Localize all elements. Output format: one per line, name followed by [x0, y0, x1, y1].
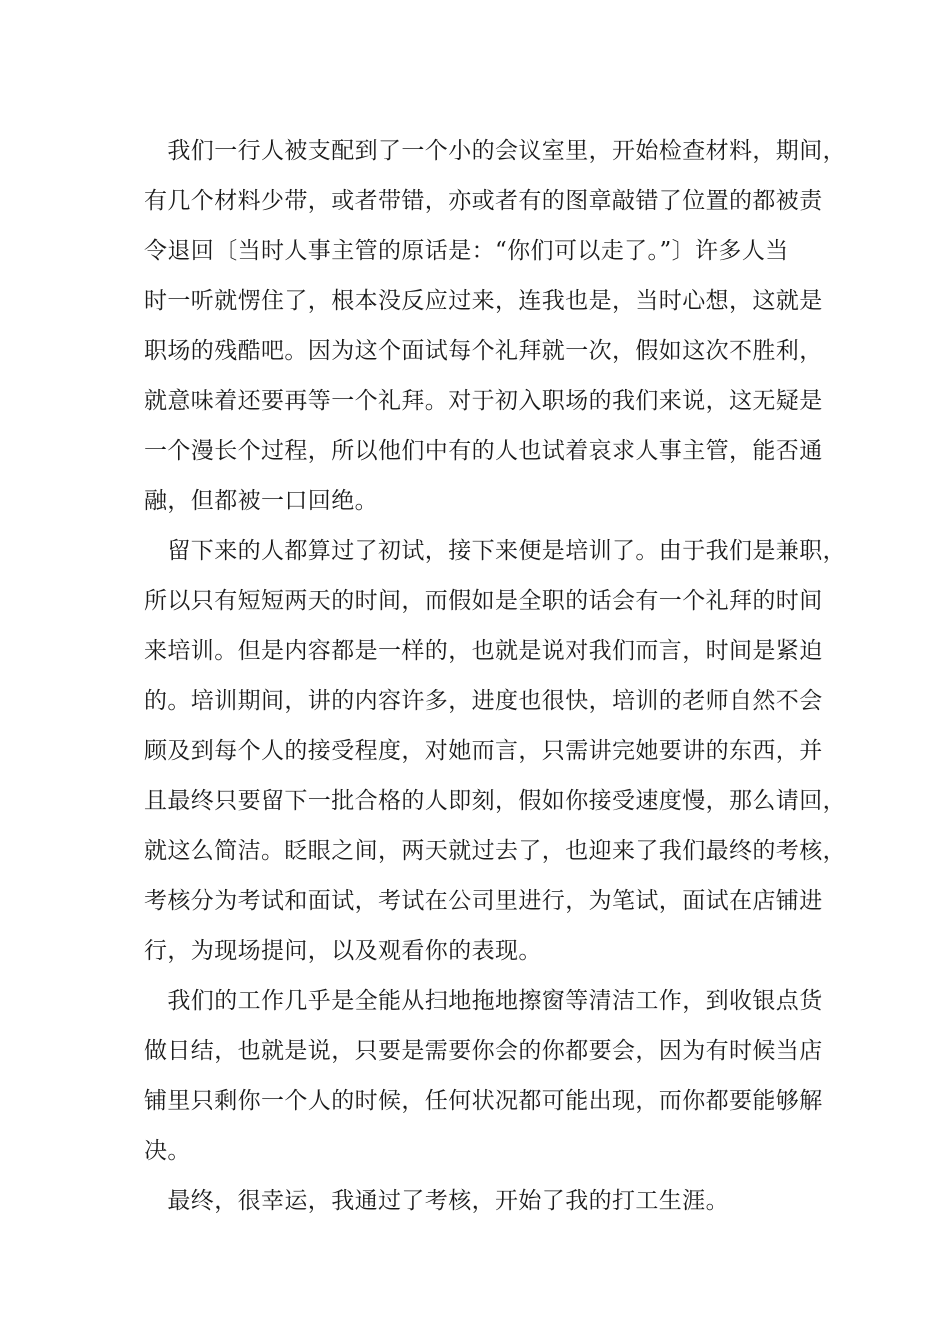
- text-line: 来培训。但是内容都是一样的，也就是说对我们而言，时间是紧迫: [144, 638, 823, 664]
- text-line: 有几个材料少带，或者带错，亦或者有的图章敲错了位置的都被责: [144, 188, 823, 214]
- text-line: 考核分为考试和面试，考试在公司里进行，为笔试，面试在店铺进: [144, 888, 823, 914]
- paragraph-3: [144, 976, 844, 1176]
- text-line: 我们一行人被支配到了一个小的会议室里，开始检查材料，期间，: [144, 138, 846, 164]
- text-line: 职场的残酷吧。因为这个面试每个礼拜就一次，假如这次不胜利，: [144, 338, 823, 364]
- text-line: 所以只有短短两天的时间，而假如是全职的话会有一个礼拜的时间: [144, 588, 823, 614]
- text-line: 顾及到每个人的接受程度，对她而言，只需讲完她要讲的东西，并: [144, 738, 823, 764]
- text-line: 一个漫长个过程，所以他们中有的人也试着哀求人事主管，能否通: [144, 438, 823, 464]
- text-line: 融，但都被一口回绝。: [144, 488, 378, 514]
- text-line: 做日结，也就是说，只要是需要你会的你都要会，因为有时候当店: [144, 1038, 823, 1064]
- text-line: 令退回〔当时人事主管的原话是：“你们可以走了。”〕许多人当: [144, 238, 789, 264]
- text-line: 铺里只剩你一个人的时候，任何状况都可能出现，而你都要能够解: [144, 1088, 823, 1114]
- text-line: 时一听就愣住了，根本没反应过来，连我也是，当时心想，这就是: [144, 288, 823, 314]
- text-line: 行，为现场提问，以及观看你的表现。: [144, 938, 542, 964]
- text-line: 且最终只要留下一批合格的人即刻，假如你接受速度慢，那么请回，: [144, 788, 846, 814]
- paragraph-1: [144, 126, 844, 526]
- text-line: 就这么简洁。眨眼之间，两天就过去了，也迎来了我们最终的考核，: [144, 838, 846, 864]
- text-line: 我们的工作几乎是全能从扫地拖地擦窗等清洁工作，到收银点货: [144, 988, 823, 1014]
- paragraph-4: [144, 1176, 844, 1226]
- paragraph-2: [144, 526, 844, 976]
- text-line: 的。培训期间，讲的内容许多，进度也很快，培训的老师自然不会: [144, 688, 823, 714]
- text-line: 就意味着还要再等一个礼拜。对于初入职场的我们来说，这无疑是: [144, 388, 823, 414]
- text-line: 决。: [144, 1138, 191, 1164]
- text-line: 最终，很幸运，我通过了考核，开始了我的打工生涯。: [144, 1188, 729, 1214]
- body-text: [144, 126, 844, 1226]
- text-line: 留下来的人都算过了初试，接下来便是培训了。由于我们是兼职，: [144, 538, 846, 564]
